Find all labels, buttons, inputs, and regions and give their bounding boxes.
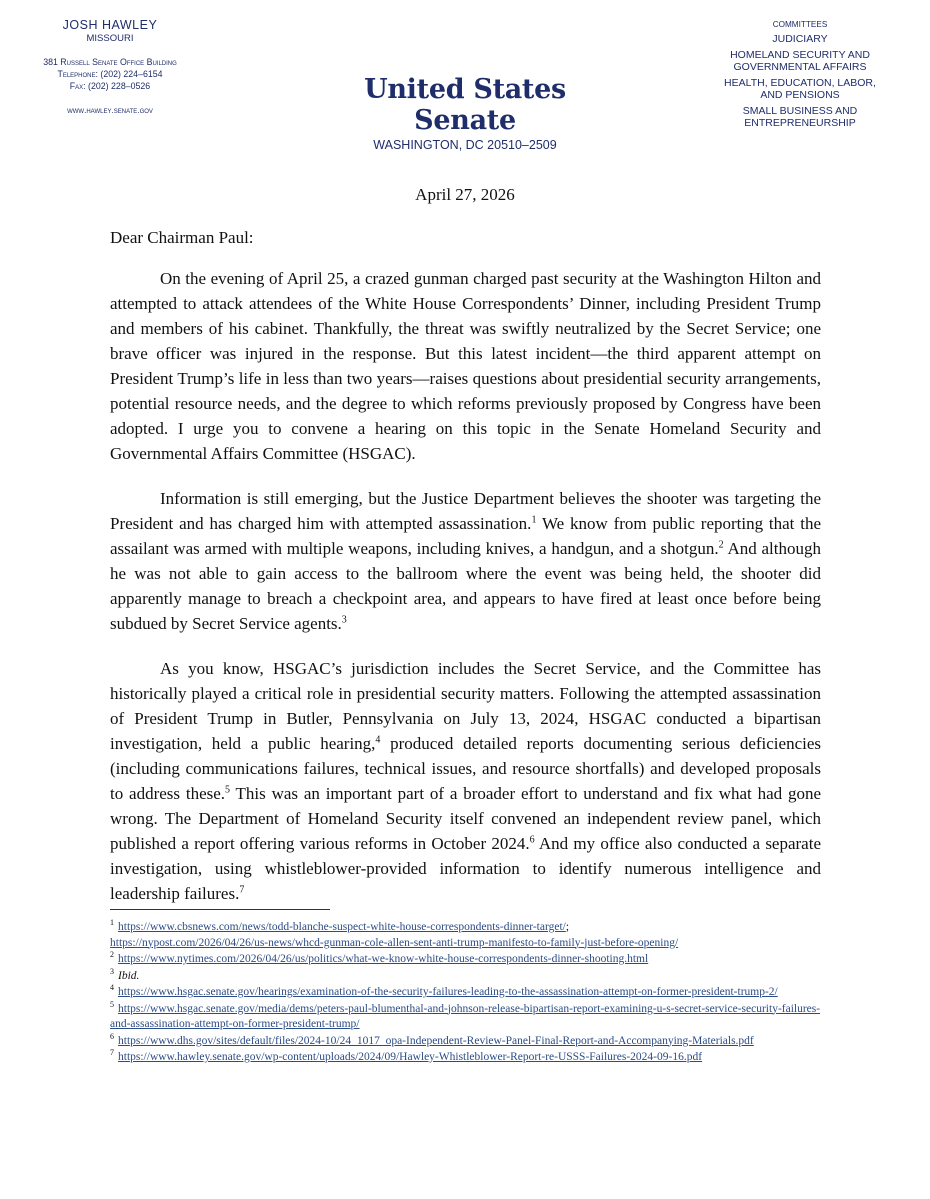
paragraph-3-part-b: produced detailed reports documenting serious deficiencies (including communications failures, technical issues, and resource shortfalls) and developed proposals to address these. bbox=[110, 734, 821, 803]
footnote-3 bbox=[110, 966, 830, 985]
committee-help: HEALTH, EDUCATION, LABOR, AND PENSIONS bbox=[724, 77, 876, 101]
footnote-5 bbox=[110, 999, 830, 1033]
footnote-2-number: 2 bbox=[110, 950, 114, 960]
footnote-1-link-a[interactable]: https://www.cbsnews.com/news/todd-blanche-suspect-white-house-correspondents-dinner-target/ bbox=[118, 921, 566, 933]
footnote-ref-5: 5 bbox=[225, 784, 231, 796]
footnote-ref-4: 4 bbox=[375, 734, 381, 746]
letter-date: April 27, 2026 bbox=[415, 185, 515, 204]
paragraph-3-part-c: This was an important part of a broader effort to understand and fix what had gone wrong. The Department of Homeland Security itself convened an independent review panel, which published a report offering various reforms in October 2024. bbox=[110, 784, 822, 853]
footnote-ref-6: 6 bbox=[529, 834, 535, 846]
footnote-6-link[interactable]: https://www.dhs.gov/sites/default/files/2024-10/24_1017_opa-Independent-Review-Panel-Final-Report-and-Accompanying-Materials.pdf bbox=[118, 1034, 754, 1047]
senate-title: United States Senate bbox=[364, 74, 566, 136]
telephone: Telephone: (202) 224–6154 bbox=[57, 69, 163, 79]
footnote-3-number: 3 bbox=[110, 966, 114, 976]
committees-header: COMMITTEES bbox=[772, 20, 828, 29]
committee-small-business: SMALL BUSINESS AND ENTREPRENEURSHIP bbox=[742, 105, 858, 129]
footnote-2-link[interactable]: https://www.nytimes.com/2026/04/26/us/politics/what-we-know-white-house-correspondents-dinner-shooting.html bbox=[118, 953, 649, 965]
footnote-ref-7: 7 bbox=[239, 884, 245, 896]
paragraph-1 bbox=[110, 266, 821, 466]
letterhead-senator-block bbox=[30, 18, 190, 115]
fax: Fax: (202) 228–0526 bbox=[69, 81, 151, 91]
committee-homeland-security: HOMELAND SECURITY AND GOVERNMENTAL AFFAIRS bbox=[730, 49, 870, 73]
footnote-4 bbox=[110, 985, 830, 1001]
paragraph-2-part-c: And although he was not able to gain access to the ballroom where the event was being held, the shooter did apparently manage to breach a checkpoint area, and appears to have fired at least once before being subdued by Secret Service agents. bbox=[110, 539, 821, 633]
paragraph-3-part-d: And my office also conducted a separate investigation, using whistleblower-provided information to identify numerous intelligence and leadership failures. bbox=[110, 834, 821, 903]
senator-name: JOSH HAWLEY bbox=[62, 18, 158, 32]
footnote-2 bbox=[110, 952, 830, 968]
paragraph-2 bbox=[110, 486, 821, 636]
footnote-7-number: 7 bbox=[110, 1048, 114, 1058]
footnote-1: $^1$ https://www.cbsnews.com/news/todd-blanche-suspect-white-house-correspondents-dinner-target/; https://nypost.com/2026/04/26/us-news/whcd-gunman-cole-allen-sent-anti-trump-manifesto-to-family-just-before-opening/ bbox=[110, 918, 679, 949]
footnote-7 bbox=[110, 1050, 830, 1066]
footnote-1-link-b[interactable]: https://nypost.com/2026/04/26/us-news/whcd-gunman-cole-allen-sent-anti-trump-manifesto-to-family-just-before-opening/ bbox=[110, 936, 679, 949]
footnote-5-link[interactable]: https://www.hsgac.senate.gov/media/dems/peters-paul-blumenthal-and-johnson-release-bipartisan-report-examining-u-s-secret-service-security-failures-and-assassination-attempt-on-former-president-trump/ bbox=[110, 1002, 821, 1030]
footnote-divider bbox=[110, 909, 330, 910]
paragraph-2-text bbox=[110, 486, 821, 636]
footnote-3-text: Ibid. bbox=[118, 969, 140, 982]
salutation: Dear Chairman Paul: bbox=[110, 228, 254, 247]
senator-website: www.hawley.senate.gov bbox=[67, 106, 153, 115]
footnote-4-link[interactable]: https://www.hsgac.senate.gov/hearings/examination-of-the-security-failures-leading-to-the-assassination-attempt-on-former-president-trump-2/ bbox=[118, 986, 778, 998]
footnote-1-number: 1 bbox=[110, 918, 114, 928]
footnote-5-number: 5 bbox=[110, 999, 114, 1009]
paragraph-3-text bbox=[110, 656, 821, 906]
senator-state: MISSOURI bbox=[86, 33, 134, 44]
footnote-ref-2: 2 bbox=[718, 539, 724, 551]
senator-contact bbox=[30, 56, 190, 92]
paragraph-3 bbox=[110, 656, 821, 906]
footnotes bbox=[110, 920, 830, 1067]
office-address: 381 Russell Senate Office Building bbox=[43, 57, 177, 67]
footnote-ref-1: 1 bbox=[531, 514, 537, 526]
committee-judiciary: JUDICIARY bbox=[772, 33, 828, 45]
footnote-ref-3: 3 bbox=[341, 614, 347, 626]
footnote-4-number: 4 bbox=[110, 983, 114, 993]
letterhead-committees-block bbox=[700, 20, 900, 129]
senate-city: WASHINGTON, DC 20510–2509 bbox=[373, 138, 557, 152]
paragraph-3-part-a: As you know, HSGAC’s jurisdiction includes the Secret Service, and the Committee has historically played a critical role in presidential security matters. Following the attempted assassination of President Trump in Butler, Pennsylvania on July 13, 2024, HSGAC conducted a bipartisan investigation, held a public hearing, bbox=[110, 659, 821, 753]
paragraph-2-part-a: Information is still emerging, but the Justice Department believes the shooter was targeting the President and has charged him with attempted assassination. bbox=[110, 489, 821, 533]
footnote-6 bbox=[110, 1031, 830, 1050]
footnote-7-link[interactable]: https://www.hawley.senate.gov/wp-content/uploads/2024/09/Hawley-Whistleblower-Report-re-USSS-Failures-2024-09-16.pdf bbox=[118, 1051, 703, 1063]
paragraph-2-part-b: We know from public reporting that the assailant was armed with multiple weapons, including knives, a handgun, and a shotgun. bbox=[110, 514, 821, 558]
paragraph-1-text: On the evening of April 25, a crazed gunman charged past security at the Washington Hilton and attempted to attack attendees of the White House Correspondents’ Dinner, including President Trump and members of his cabinet. Thankfully, the threat was swiftly neutralized by the Secret Service; one brave officer was injured in the response. But this latest incident—the third apparent attempt on President Trump’s life in less than two years—raises questions about presidential security arrangements, potential resource needs, and the degree to which reforms previously proposed by Congress have been adopted. I urge you to convene a hearing on this topic in the Senate Homeland Security and Governmental Affairs Committee (HSGAC). bbox=[110, 269, 821, 463]
letterhead-senate-block bbox=[320, 74, 610, 152]
footnote-6-number: 6 bbox=[110, 1031, 114, 1041]
